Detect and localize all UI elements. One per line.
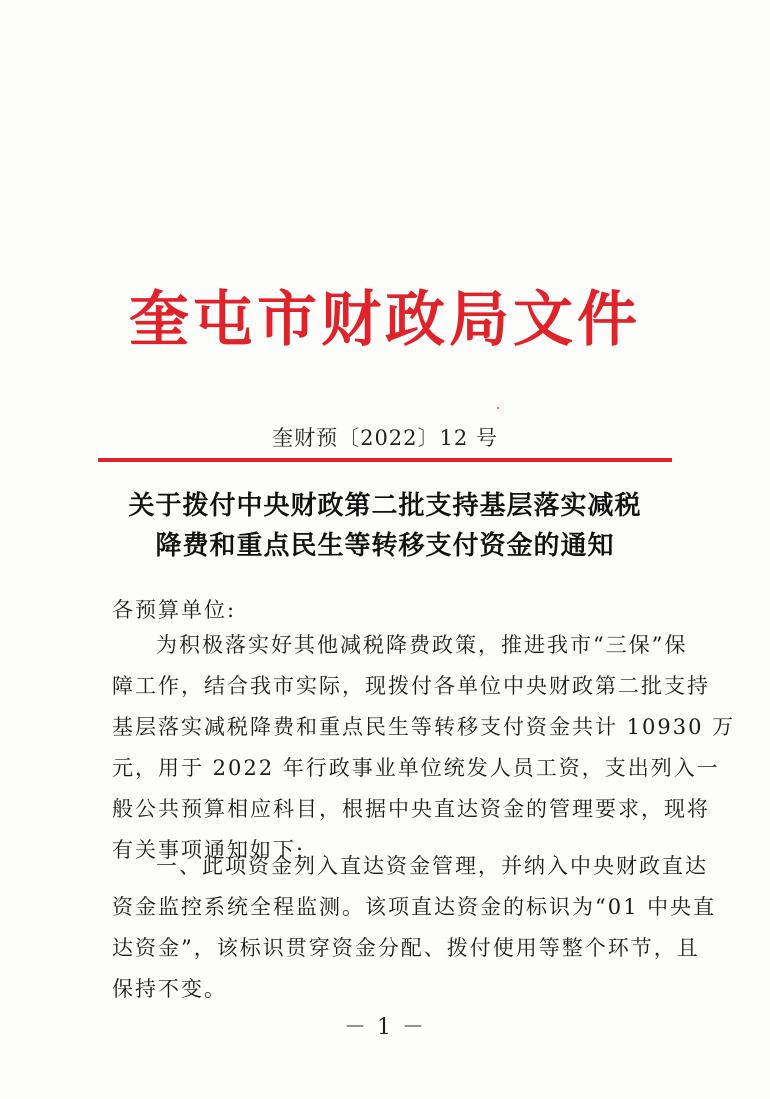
document-subject — [0, 486, 770, 566]
paragraph-1 — [112, 625, 736, 871]
paragraph-line: 基层落实减税降费和重点民生等转移支付资金共计 10930 万 — [112, 715, 736, 739]
paragraph-line: 元，用于 2022 年行政事业单位统发人员工资，支出列入一 — [112, 756, 720, 780]
paragraph-2 — [112, 846, 717, 1010]
paragraph-line: 资金监控系统全程监测。该项直达资金的标识为“01 中央直 — [112, 895, 717, 919]
paragraph-line: 障工作，结合我市实际，现拨付各单位中央财政第二批支持 — [112, 674, 710, 698]
paragraph-line: 般公共预算相应科目，根据中央直达资金的管理要求，现将 — [112, 797, 710, 821]
paragraph-line: 保持不变。 — [112, 977, 227, 1001]
subject-line-2: 降费和重点民生等转移支付资金的通知 — [155, 531, 615, 561]
paragraph-line: 为积极落实好其他减税降费政策，推进我市“三保”保 — [156, 633, 688, 657]
salutation: 各预算单位: — [112, 598, 237, 622]
paragraph-line: 有关事项通知如下: — [112, 838, 306, 862]
scan-speck — [497, 407, 499, 409]
paragraph-line: 达资金”，该标识贯穿资金分配、拨付使用等整个环节，且 — [112, 936, 700, 960]
document-number: 奎财预〔2022〕12 号 — [272, 426, 498, 450]
page-number: － 1 － — [344, 1015, 426, 1040]
subject-line-1: 关于拨付中央财政第二批支持基层落实减税 — [128, 491, 642, 521]
paragraph-line: 一、此项资金列入直达资金管理，并纳入中央财政直达 — [156, 854, 708, 878]
document-header-title: 奎屯市财政局文件 — [129, 285, 641, 355]
red-divider-line — [98, 458, 672, 462]
